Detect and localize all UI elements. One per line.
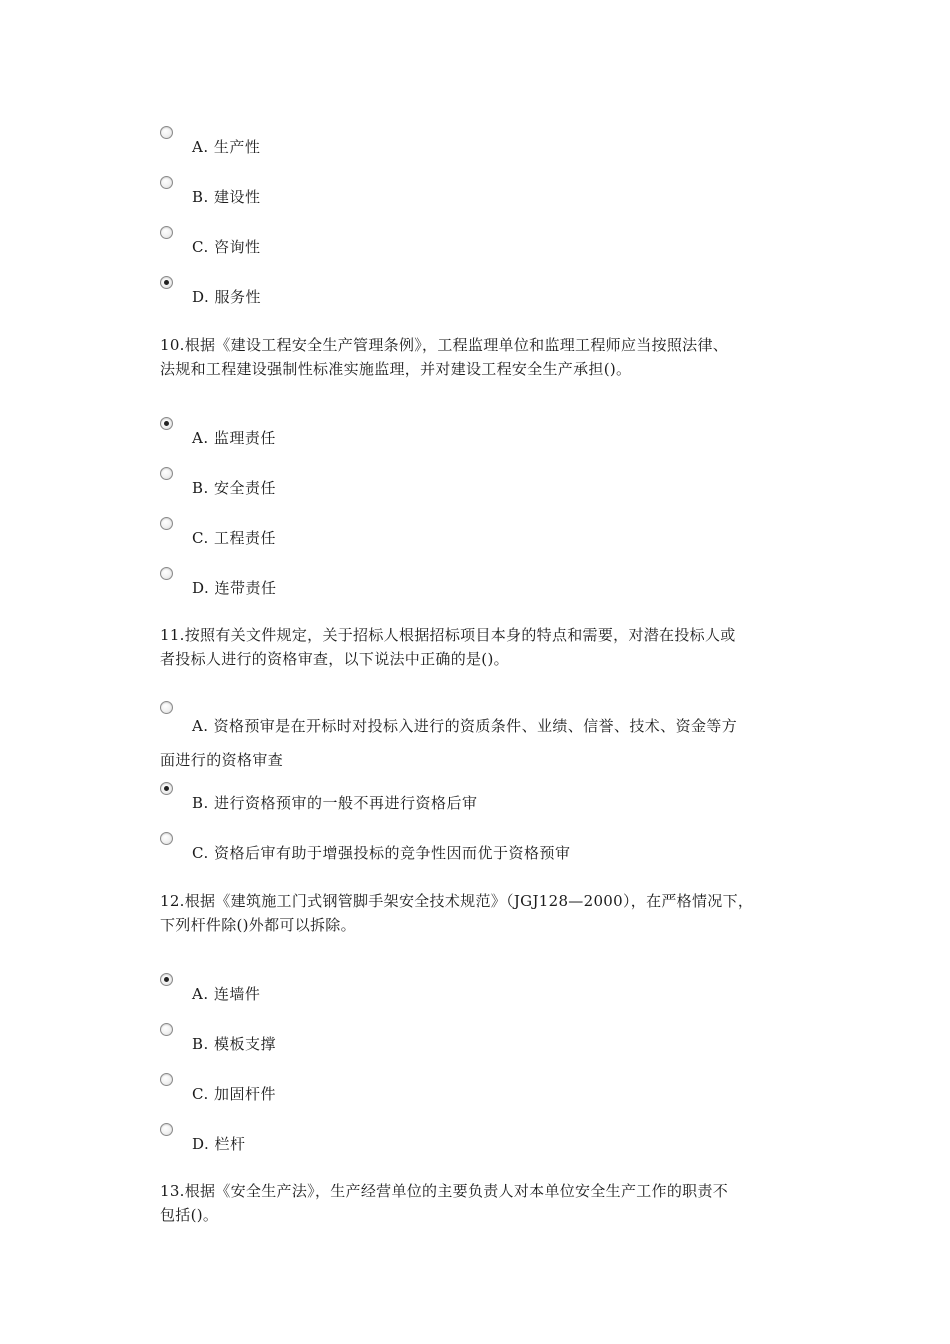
question-12: [160, 889, 800, 937]
question-text-line: 法规和工程建设强制性标准实施监理，并对建设工程安全生产承担()。: [160, 360, 632, 378]
radio-button[interactable]: [160, 782, 173, 795]
radio-button[interactable]: [160, 1023, 173, 1036]
radio-button[interactable]: [160, 832, 173, 845]
option-label: C. 工程责任: [192, 529, 276, 547]
option-label: A. 资格预审是在开标时对投标入进行的资质条件、业绩、信誉、技术、资金等方: [192, 717, 738, 735]
radio-button[interactable]: [160, 701, 173, 714]
option-label: B. 安全责任: [192, 479, 277, 497]
option-label: D. 连带责任: [192, 579, 277, 597]
option-label: D. 服务性: [192, 288, 262, 306]
question-text-line: 下列杆件除()外都可以拆除。: [160, 916, 356, 934]
radio-button[interactable]: [160, 226, 173, 239]
question-text-line: 10.根据《建设工程安全生产管理条例》，工程监理单位和监理工程师应当按照法律、: [160, 336, 729, 354]
radio-button[interactable]: [160, 1123, 173, 1136]
option-label: B. 建设性: [192, 188, 261, 206]
question-text-line: 11.按照有关文件规定，关于招标人根据招标项目本身的特点和需要，对潜在投标人或: [160, 626, 736, 644]
option-label: C. 咨询性: [192, 238, 261, 256]
option-label-continuation: 面进行的资格审查: [160, 751, 284, 769]
question-text-line: 12.根据《建筑施工门式钢管脚手架安全技术规范》（JGJ128—2000），在严格情况下，: [160, 892, 754, 910]
question-text-line: 包括()。: [160, 1206, 219, 1224]
radio-button[interactable]: [160, 176, 173, 189]
question-text-line: 13.根据《安全生产法》，生产经营单位的主要负责人对本单位安全生产工作的职责不: [160, 1182, 729, 1200]
option-label: A. 连墙件: [192, 985, 261, 1003]
option-label: C. 资格后审有助于增强投标的竞争性因而优于资格预审: [192, 844, 571, 862]
radio-button[interactable]: [160, 1073, 173, 1086]
question-text-line: 者投标人进行的资格审查，以下说法中正确的是()。: [160, 650, 509, 668]
option-label: A. 监理责任: [192, 429, 276, 447]
radio-button[interactable]: [160, 973, 173, 986]
option-label: A. 生产性: [192, 138, 261, 156]
radio-button[interactable]: [160, 567, 173, 580]
question-13: [160, 1179, 800, 1227]
radio-button[interactable]: [160, 126, 173, 139]
radio-button[interactable]: [160, 276, 173, 289]
option-label: B. 模板支撑: [192, 1035, 277, 1053]
radio-button[interactable]: [160, 467, 173, 480]
q11-option-a[interactable]: [160, 709, 800, 777]
radio-button[interactable]: [160, 517, 173, 530]
question-11: [160, 623, 800, 671]
radio-button[interactable]: [160, 417, 173, 430]
option-label: B. 进行资格预审的一般不再进行资格后审: [192, 794, 478, 812]
option-label: C. 加固杆件: [192, 1085, 276, 1103]
question-10: [160, 333, 800, 381]
option-label: D. 栏杆: [192, 1135, 246, 1153]
